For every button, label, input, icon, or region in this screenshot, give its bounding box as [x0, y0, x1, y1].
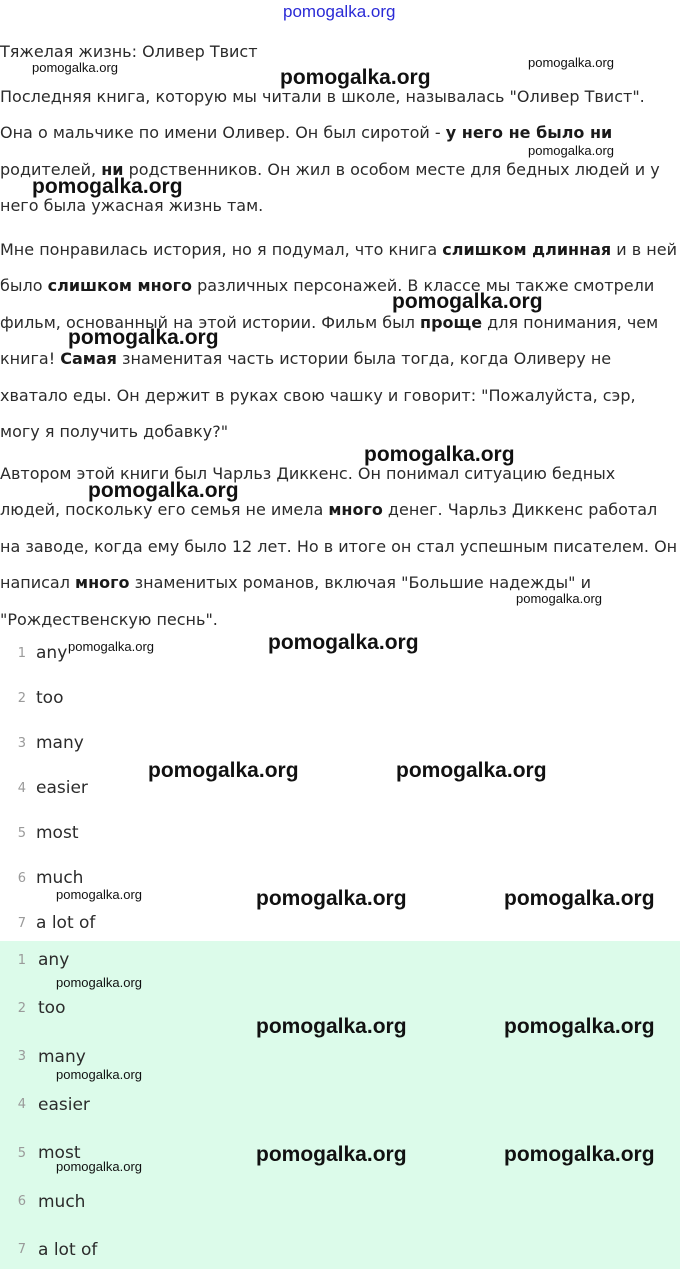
- item-word: a lot of: [38, 1239, 98, 1260]
- list-item: [0, 950, 680, 970]
- bold-phrase: много: [328, 500, 383, 520]
- bold-phrase: слишком длинная: [442, 240, 612, 259]
- watermark-top: pomogalka.org: [283, 2, 396, 21]
- item-word: many: [36, 733, 84, 753]
- item-number: 1: [17, 952, 26, 968]
- item-word: too: [36, 688, 64, 708]
- watermark: pomogalka.org: [504, 1143, 655, 1166]
- item-number: 7: [17, 915, 26, 931]
- list-item: [0, 913, 680, 933]
- list-item: [0, 778, 680, 798]
- item-word: most: [36, 823, 79, 843]
- text-run: денег. Чарльз Диккенс работал на заводе, когда ему было 12 лет. Но в итоге он стал успешным писателем. Он написал: [0, 500, 678, 593]
- item-number: 6: [17, 1194, 26, 1209]
- answers-panel: [0, 941, 680, 1269]
- watermark: pomogalka.org: [68, 326, 219, 349]
- watermark: pomogalka.org: [56, 1159, 142, 1174]
- item-word: most: [38, 1143, 81, 1164]
- item-number: 4: [17, 1097, 26, 1113]
- list-item: [0, 868, 680, 888]
- item-number: 5: [17, 825, 26, 841]
- watermark: pomogalka.org: [32, 175, 183, 198]
- item-number: 3: [17, 735, 26, 751]
- watermark: pomogalka.org: [392, 290, 543, 313]
- item-word: many: [38, 1046, 86, 1067]
- text-run: знаменитая часть истории была тогда, когда Оливеру не хватало еды. Он держит в руках свою чашку и говорит: "Пожалуйста, сэр, могу я получить добавку?": [0, 349, 636, 442]
- watermark: pomogalka.org: [148, 759, 299, 782]
- watermark: pomogalka.org: [256, 1015, 407, 1038]
- item-number: 5: [17, 1145, 26, 1161]
- item-word: any: [36, 643, 68, 663]
- item-number: 2: [17, 1000, 26, 1016]
- item-word: much: [36, 868, 84, 888]
- watermark: pomogalka.org: [528, 143, 614, 158]
- bold-phrase: много: [75, 573, 130, 593]
- text-run: знаменитых романов, включая "Большие надежды" и "Рождественскую песнь".: [0, 573, 591, 629]
- list-item: [0, 688, 680, 708]
- text-run: родственников. Он жил в особом месте для бедных людей и у него была ужасная жизнь там.: [0, 159, 660, 216]
- item-number: 7: [17, 1242, 26, 1258]
- watermark: pomogalka.org: [396, 759, 547, 782]
- list-item: [0, 823, 680, 843]
- text-run: различных персонажей. В классе мы также смотрели фильм, основанный на этой истории. Фильм был: [0, 276, 655, 332]
- watermark: pomogalka.org: [56, 1067, 142, 1082]
- item-word: any: [38, 950, 70, 970]
- watermark: pomogalka.org: [504, 887, 655, 910]
- item-word: easier: [38, 1094, 90, 1115]
- item-number: 4: [17, 780, 26, 796]
- watermark: pomogalka.org: [68, 639, 154, 654]
- item-word: much: [38, 1191, 86, 1212]
- item-number: 1: [17, 645, 26, 661]
- text-run: для понимания, чем книга!: [0, 312, 659, 369]
- list-item: [0, 733, 680, 753]
- page-title: Тяжелая жизнь: Оливер Твист: [0, 42, 258, 61]
- watermark: pomogalka.org: [32, 60, 118, 75]
- watermark: pomogalka.org: [364, 443, 515, 466]
- text-run: и в ней было: [0, 240, 677, 296]
- text-run: Последняя книга, которую мы читали в школе, называлась "Оливер Твист". Она о мальчике по имени Оливер. Он был сиротой -: [0, 87, 645, 143]
- item-number: 6: [17, 870, 26, 886]
- bold-phrase: Самая: [60, 349, 117, 369]
- watermark: pomogalka.org: [504, 1015, 655, 1038]
- item-word: a lot of: [36, 913, 96, 933]
- watermark: pomogalka.org: [516, 591, 602, 606]
- list-item: [0, 1240, 680, 1260]
- text-run: Мне понравилась история, но я подумал, что книга: [0, 240, 443, 259]
- watermark: pomogalka.org: [56, 887, 142, 902]
- watermark: pomogalka.org: [256, 887, 407, 910]
- watermark: pomogalka.org: [280, 66, 431, 89]
- text-run: родителей,: [0, 159, 102, 179]
- list-item: [0, 1192, 680, 1212]
- watermark: pomogalka.org: [56, 975, 142, 990]
- item-number: 3: [17, 1049, 26, 1065]
- watermark: pomogalka.org: [528, 55, 614, 70]
- list-item: [0, 1095, 680, 1115]
- item-number: 2: [17, 690, 26, 706]
- bold-phrase: ни: [101, 159, 124, 179]
- bold-phrase: слишком много: [47, 276, 192, 296]
- text-run: Автором этой книги был Чарльз Диккенс. Он понимал ситуацию бедных людей, поскольку его семья не имела: [0, 464, 616, 520]
- watermark: pomogalka.org: [268, 631, 419, 654]
- bold-phrase: у него не было ни: [445, 123, 613, 143]
- list-item: [0, 1047, 680, 1067]
- item-word: easier: [36, 778, 88, 798]
- bold-phrase: проще: [420, 312, 483, 332]
- watermark: pomogalka.org: [88, 479, 239, 502]
- item-word: too: [38, 998, 66, 1019]
- watermark: pomogalka.org: [256, 1143, 407, 1166]
